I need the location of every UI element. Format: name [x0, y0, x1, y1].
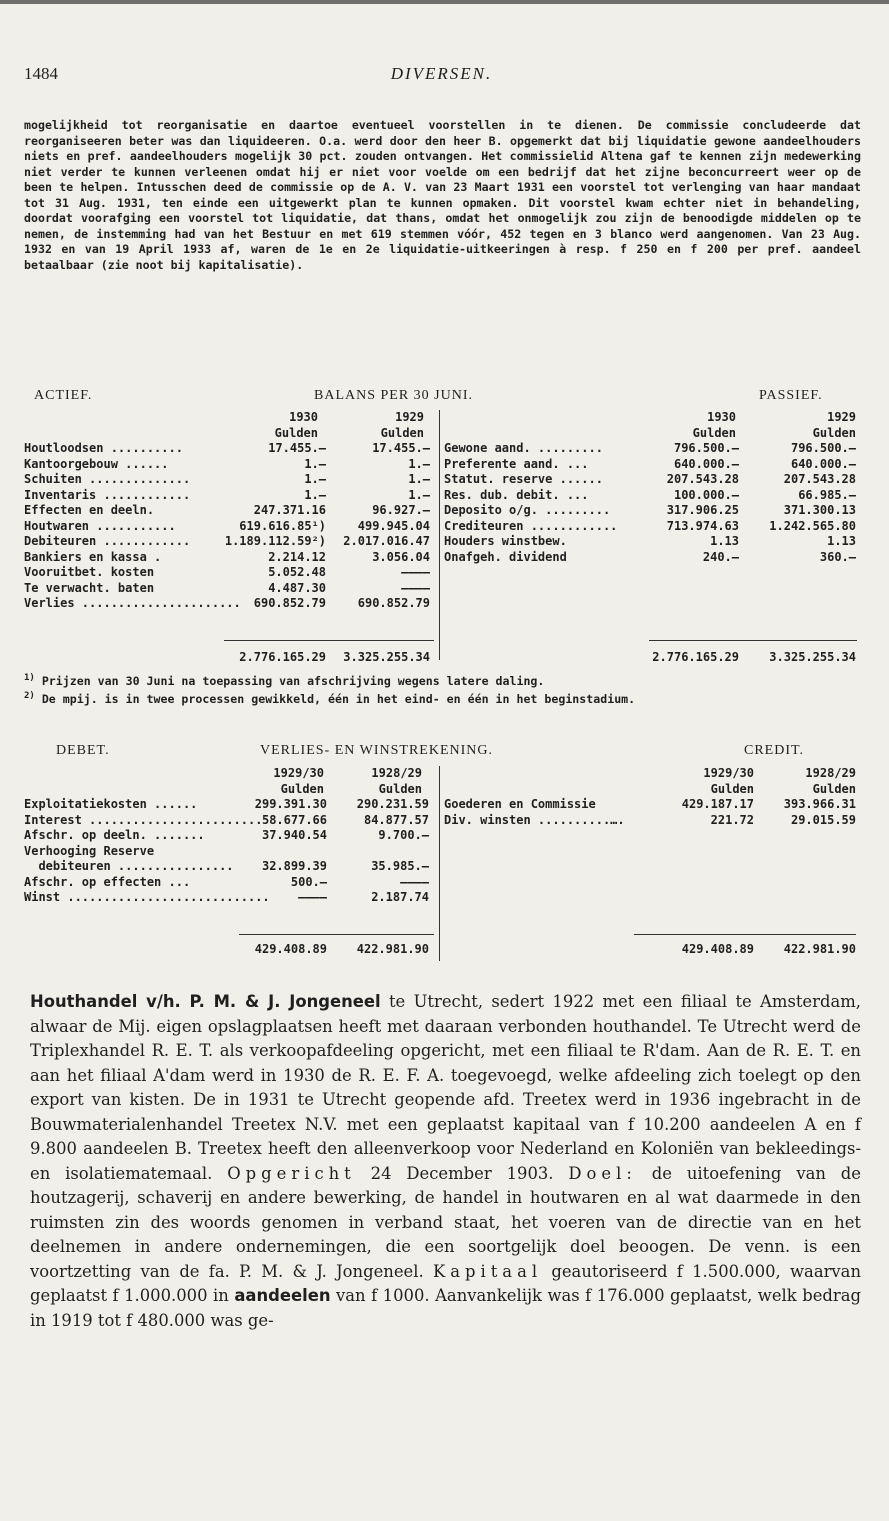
cell-value: 499.945.04 — [357, 518, 430, 533]
cell-value: 1.— — [408, 472, 430, 486]
pl-title: VERLIES- EN WINSTREKENING. — [260, 743, 493, 758]
balance-sheet — [24, 410, 861, 672]
total-value: 2.776.165.29 — [239, 650, 326, 664]
cell-value: 2.214.12 — [268, 549, 326, 564]
total-value: 422.981.90 — [783, 942, 856, 956]
kapitaal-text: geautoriseerd f 1.500.000, waarvan geplaatst f 1.000.000 in — [30, 1261, 862, 1305]
running-title: DIVERSEN. — [390, 64, 493, 83]
table-row-label: Gewone aand. ......... — [444, 441, 603, 455]
unit-label: Gulden — [812, 425, 856, 440]
balance-footnotes — [24, 671, 861, 707]
cell-value: 96.927.— — [372, 503, 430, 517]
cell-value: 640.000.— — [790, 456, 856, 471]
cell-value: 640.000.— — [673, 456, 739, 471]
table-row-label: debiteuren ................ — [24, 859, 234, 873]
table-row-label: Inventaris ............ — [24, 487, 191, 502]
debit-values-b — [334, 797, 429, 906]
cell-value: 360.— — [819, 549, 856, 564]
table-row-label: Exploitatiekosten ...... — [24, 797, 198, 811]
cell-value: 713.974.63 — [666, 518, 739, 533]
cell-value: 317.906.25 — [666, 503, 739, 517]
debet-heading: DEBET. — [56, 743, 110, 758]
table-row-label: Kantoorgebouw ...... — [24, 456, 169, 471]
kapitaal-text-2: van f 1000. Aanvankelijk was f 176.000 geplaatst, welk bedrag in 1919 tot f 480.000 was ge- — [30, 1286, 861, 1330]
unit-label: Gulden — [378, 781, 422, 796]
cell-value: 2.017.016.47 — [343, 534, 430, 548]
cell-value: 207.543.28 — [666, 472, 739, 486]
table-row-label: Div. winsten ..........…. — [444, 812, 625, 827]
cell-value: 690.852.79 — [253, 596, 326, 610]
doel-text: de uitoefening van de houtzagerij, schaverij en andere bewerking, de handel in houtwaren en al wat daarmede in den ruimsten zin des woords genomen in verband staat, het voeren van de directie van en het deelnemen in andere ondernemingen, die een soortgelijk doel beoogen. De venn. is een voortzetting van de fa. P. M. & J. Jongeneel. — [30, 1163, 861, 1281]
footnote-1: $^{1)}$ Prijzen van 30 Juni na toepassing van afschrijving wegens latere daling. — [24, 673, 545, 688]
kapitaal-label: Kapitaal — [432, 1261, 543, 1281]
total-value: 2.776.165.29 — [652, 650, 739, 664]
table-row-label: Schuiten .............. — [24, 472, 191, 486]
table-row-label: Verlies ...................... — [24, 596, 241, 610]
cell-value: 371.300.13 — [783, 503, 856, 517]
cell-value: 35.985.— — [371, 859, 429, 873]
cell-value: 17.455.— — [372, 441, 430, 455]
table-row-label: Bankiers en kassa . — [24, 549, 162, 564]
table-row-label: Deposito o/g. ......... — [444, 503, 611, 517]
asset-values-b — [330, 441, 430, 612]
cell-value: 66.985.— — [798, 487, 856, 502]
doel-label: Doel: — [568, 1163, 637, 1183]
cell-value: ———— — [401, 580, 430, 595]
asset-values-a — [216, 441, 326, 612]
cell-value: 796.500.— — [673, 441, 739, 455]
balance-title: BALANS PER 30 JUNI. — [314, 388, 474, 403]
cell-value: 9.700.— — [378, 828, 429, 842]
unit-label: Gulden — [280, 781, 324, 796]
cell-value: 17.455.— — [268, 441, 326, 455]
cell-value: ———— — [401, 565, 430, 579]
year-label: 1929 — [827, 410, 856, 424]
asset-labels — [24, 441, 241, 612]
cell-value: 1.— — [408, 456, 430, 471]
company-name: Houthandel v/h. P. M. & J. Jongeneel — [30, 992, 381, 1011]
table-row-label: Houders winstbew. — [444, 534, 567, 548]
cell-value: 1.189.112.59²) — [224, 534, 326, 548]
year-label: 1929/30 — [273, 766, 324, 780]
total-value: 3.325.255.34 — [769, 650, 856, 664]
cell-value: 240.— — [702, 549, 739, 564]
year-label: 1929/30 — [703, 766, 754, 780]
cell-value: 1.13 — [827, 534, 856, 548]
unit-label: Gulden — [710, 781, 754, 796]
unit-label: Gulden — [812, 781, 856, 796]
year-label: 1928/29 — [805, 766, 856, 780]
cell-value: 32.899.39 — [261, 859, 327, 873]
total-value: 429.408.89 — [254, 942, 327, 956]
total-rule — [224, 640, 434, 641]
intro-paragraph: mogelijkheid tot reorganisatie en daartoe eventueel voorstellen in te dienen. De commissie concludeerde dat reorganiseeren beter was dan liquideeren. O.a. werd door den heer B. opgemerkt dat bij liquidatie gewone aandeelhouders niets en pref. aandeelhouders mogelijk 30 pct. zouden ontvangen. Het commissielid Altena gaf te kennen zijn medewerking niet verder te kunnen verleenen omdat hij er niet voor voelde om een bedrijf dat het zijne beconcurreert weer op de been te helpen. Intusschen deed de commissie op de A. V. van 23 Maart 1931 een voorstel tot verlenging van haar mandaat tot 31 Aug. 1931, ten einde een uitgewerkt plan te kunnen opmaken. Dit voorstel kwam echter niet in behandeling, doordat voorafging een voorstel tot liquidatie, dat thans, omdat het onmogelijk zou zijn de benoodigde middelen op te nemen, de instemming had van het Bestuur en met 619 stemmen vóór, 452 tegen en 3 blanco werd aangenomen. Van 23 Aug. 1932 en van 19 April 1933 af, waren de 1e en 2e liquidatie-uitkeeringen à resp. f 250 en f 200 per pref. aandeel betaalbaar (zie noot bij kapitalisatie). — [24, 118, 861, 272]
credit-heading: CREDIT. — [744, 743, 805, 758]
actief-heading: ACTIEF. — [34, 388, 93, 403]
unit-label: Gulden — [692, 425, 736, 440]
total-value: 3.325.255.34 — [343, 650, 430, 664]
cell-value: 247.371.16 — [253, 503, 326, 517]
year-label: 1930 — [289, 410, 318, 424]
table-row-label: Verhooging Reserve — [24, 843, 155, 858]
cell-value: 796.500.— — [790, 441, 856, 455]
total-rule — [649, 640, 857, 641]
unit-label: Gulden — [380, 425, 424, 440]
unit-label: Gulden — [274, 425, 318, 440]
total-rule — [239, 934, 434, 935]
cell-value — [239, 844, 327, 860]
table-row-label: Houtloodsen .......... — [24, 441, 183, 455]
table-row-label: Res. dub. debit. ... — [444, 487, 589, 502]
opgericht-label: Opgericht — [227, 1163, 356, 1183]
table-row-label: Houtwaren ........... — [24, 518, 176, 533]
debit-labels — [24, 797, 270, 906]
cell-value: 3.056.04 — [372, 549, 430, 564]
cell-value: 299.391.30 — [254, 797, 327, 811]
total-value: 422.981.90 — [356, 942, 429, 956]
cell-value: ———— — [400, 874, 429, 889]
cell-value: 100.000.— — [673, 487, 739, 502]
cell-value: ———— — [298, 890, 327, 904]
cell-value: 290.231.59 — [356, 797, 429, 811]
liability-values-a — [644, 441, 739, 565]
cell-value: 393.966.31 — [783, 797, 856, 811]
cell-value: 619.616.85¹) — [239, 518, 326, 533]
cell-value: 1.— — [304, 456, 326, 471]
footnote-2: $^{2)}$ De mpij. is in twee processen gewikkeld, één in het eind- en één in het beginstadium. — [24, 690, 636, 706]
cell-value: 29.015.59 — [790, 812, 856, 827]
table-row-label: Vooruitbet. kosten — [24, 565, 155, 579]
company-text: te Utrecht, sedert 1922 met een filiaal te Amsterdam, alwaar de Mij. eigen opslagplaatsen heeft met daaraan verbonden houthandel. Te Utrecht werd de Triplexhandel R. E. T. als verkoopafdeeling opgericht, met een filiaal te R'dam. Aan de R. E. T. en aan het filiaal A'dam werd in 1930 de R. E. F. A. toegevoegd, welke afdeeling zich toelegt op den export van kisten. De in 1931 te Utrecht geopende afd. Treetex werd in 1936 ingebracht in de Bouwmaterialenhandel Treetex N.V. met een geplaatst kapitaal van f 10.200 aandeelen A en f 9.800 aandeelen B. Treetex heeft den alleenverkoop voor Nederland en Koloniën van bekleedings- en isolatiematemaal. — [30, 992, 861, 1183]
cell-value: 221.72 — [710, 812, 754, 827]
balance-headings — [24, 388, 861, 404]
total-value: 429.408.89 — [681, 942, 754, 956]
table-row-label: Goederen en Commissie — [444, 797, 596, 811]
table-row-label: Crediteuren ............ — [444, 518, 618, 533]
cell-value: 1.— — [304, 487, 326, 502]
cell-value: 58.677.66 — [261, 812, 327, 827]
cell-value: 429.187.17 — [681, 797, 754, 811]
cell-value — [334, 844, 429, 860]
cell-value: 37.940.54 — [261, 828, 327, 842]
year-label: 1929 — [395, 410, 424, 424]
pl-headings — [24, 743, 861, 759]
page-number: 1484 — [24, 64, 58, 83]
cell-value: 1.— — [304, 472, 326, 486]
cell-value: 84.877.57 — [363, 812, 429, 827]
page-header — [24, 64, 859, 88]
cell-value: 4.487.30 — [268, 580, 326, 595]
table-row-label: Onafgeh. dividend — [444, 549, 567, 564]
aandeelen-label: aandeelen — [234, 1286, 331, 1305]
table-row-label: Interest ........................ — [24, 812, 263, 827]
cell-value: 1.242.565.80 — [769, 518, 856, 533]
table-row-label: Te verwacht. baten — [24, 580, 155, 595]
column-divider — [439, 766, 440, 961]
opgericht-text: 24 December 1903. — [370, 1163, 554, 1183]
cell-value: 1.— — [408, 487, 430, 502]
credit-labels — [444, 797, 669, 828]
table-row-label: Preferente aand. ... — [444, 456, 589, 471]
year-label: 1930 — [707, 410, 736, 424]
passief-heading: PASSIEF. — [759, 388, 823, 403]
credit-values-b — [762, 797, 856, 828]
table-row-label: Afschr. op deeln. ....... — [24, 828, 205, 842]
table-row-label: Afschr. op effecten ... — [24, 874, 191, 889]
debit-values-a — [239, 797, 327, 906]
cell-value: 690.852.79 — [357, 596, 430, 610]
column-divider — [439, 410, 440, 660]
liability-labels — [444, 441, 649, 565]
table-row-label: Winst ............................ — [24, 890, 270, 904]
liability-values-b — [746, 441, 856, 565]
profit-loss-account — [24, 766, 861, 964]
cell-value: 500.— — [290, 874, 327, 889]
year-label: 1928/29 — [371, 766, 422, 780]
table-row-label: Effecten en deeln. — [24, 503, 155, 517]
cell-value: 2.187.74 — [371, 890, 429, 904]
credit-values-a — [664, 797, 754, 828]
table-row-label: Statut. reserve ...... — [444, 472, 603, 486]
top-border — [0, 0, 889, 4]
table-row-label: Debiteuren ............ — [24, 534, 191, 548]
cell-value: 5.052.48 — [268, 565, 326, 579]
cell-value: 1.13 — [710, 534, 739, 548]
company-entry — [30, 990, 861, 1333]
total-rule — [634, 934, 856, 935]
cell-value: 207.543.28 — [783, 472, 856, 486]
